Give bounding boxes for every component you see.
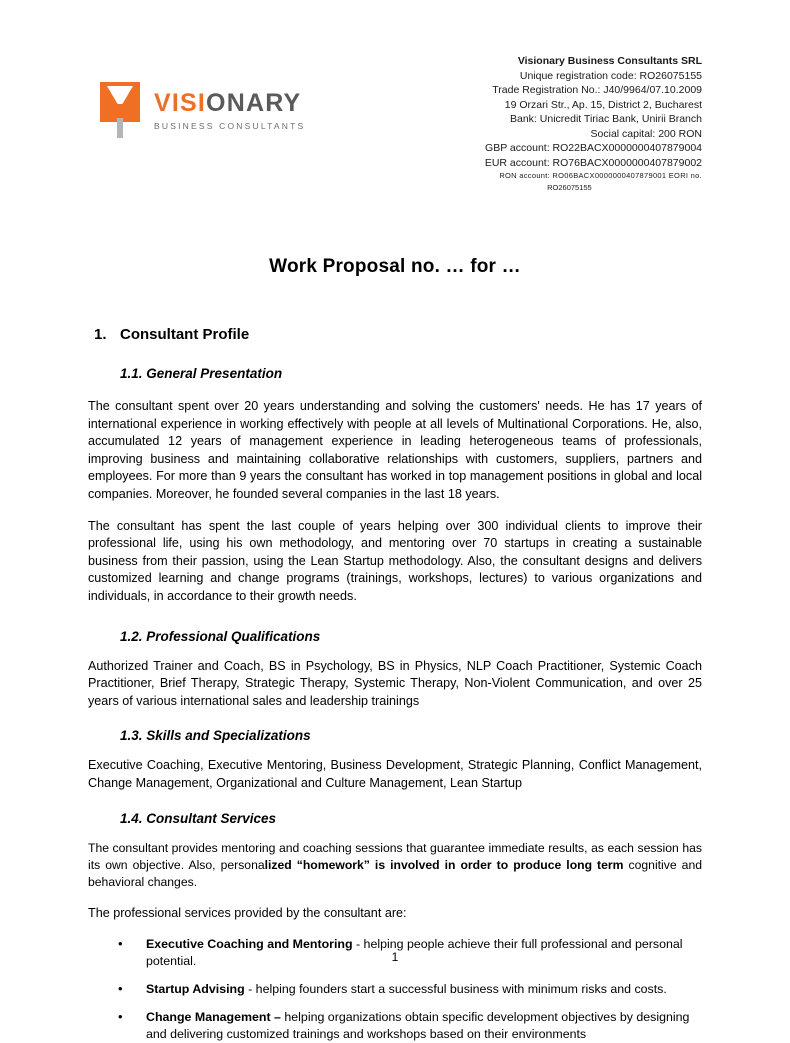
document-header bbox=[88, 54, 702, 204]
company-bank: Bank: Unicredit Tiriac Bank, Unirii Branch bbox=[510, 113, 702, 125]
company-logo bbox=[98, 82, 305, 140]
page-title: Work Proposal no. … for … bbox=[269, 256, 521, 277]
subsection-1-3-paragraph: Executive Coaching, Executive Mentoring, Business Development, Strategic Planning, Conflict Management, Change Management, Organizational and Culture Management, Lean Startup bbox=[88, 758, 702, 790]
company-trade-registration: Trade Registration No.: J40/9964/07.10.2009 bbox=[492, 84, 702, 96]
company-ron-account: RON account: RO06BACX0000000407879001 EORI no. bbox=[499, 171, 702, 180]
logo-brand-name bbox=[154, 91, 305, 116]
list-item bbox=[118, 1009, 702, 1043]
page-number: 1 bbox=[391, 950, 399, 964]
visionary-logo-icon bbox=[98, 82, 144, 140]
service-name: Executive Coaching and Mentoring bbox=[146, 937, 353, 952]
subsection-1-3-heading: 1.3. Skills and Specializations bbox=[120, 728, 311, 744]
service-description: - helping founders start a successful business with minimum risks and costs. bbox=[244, 982, 667, 997]
section-1-title: Consultant Profile bbox=[120, 326, 250, 343]
service-name: Startup Advising bbox=[146, 982, 245, 997]
subsection-1-2-paragraph: Authorized Trainer and Coach, BS in Psychology, BS in Physics, NLP Coach Practitioner, Systemic Coach Practitioner, Brief Therapy, Strategic Therapy, Systemic Therapy, Non-Violent Communication, and over 25 years of various international sales and leadership trainings bbox=[88, 658, 702, 708]
company-social-capital: Social capital: 200 RON bbox=[590, 127, 702, 140]
logo-subtitle: BUSINESS CONSULTANTS bbox=[154, 121, 306, 131]
subsection-1-2-heading: 1.2. Professional Qualifications bbox=[120, 628, 321, 644]
subsection-1-4-paragraph-2: The professional services provided by the consultant are: bbox=[88, 905, 407, 920]
services-intro-emphasis: lized “homework” is involved in order to produce long term bbox=[264, 857, 624, 872]
services-intro-part1: The consultant provides mentoring and coaching sessions that guarantee immediate results, as each session has its own objective. Also, persona bbox=[88, 840, 702, 872]
service-description: helping organizations obtain specific development objectives by designing and delivering customized trainings and workshops based on their environments bbox=[146, 1010, 690, 1042]
logo-wordmark bbox=[154, 91, 305, 131]
company-gbp-account: GBP account: RO22BACX0000000407879004 bbox=[485, 142, 702, 154]
section-1-number: 1. bbox=[94, 326, 107, 343]
list-item bbox=[118, 981, 702, 998]
company-registration: Unique registration code: RO26075155 bbox=[519, 69, 702, 82]
subsection-1-1-paragraph-1: The consultant spent over 20 years understanding and solving the customers' needs. He has 17 years of international experience in working effectively with people at all levels of Multinational Corporations. He, also, accumulated 12 years of management experience in leading heterogeneous teams of professionals, improving business and maintaining collaborative relationships with customers, suppliers, partners and employees. For more than 9 years the consultant has worked in top management positions in global and local companies. Moreover, he founded several companies in the last 18 years. bbox=[88, 399, 702, 501]
subsection-1-4-heading: 1.4. Consultant Services bbox=[120, 810, 277, 826]
company-details bbox=[485, 54, 702, 194]
company-address: 19 Orzari Str., Ap. 15, District 2, Bucharest bbox=[504, 98, 702, 111]
service-name: Change Management – bbox=[146, 1010, 281, 1025]
company-eur-account: EUR account: RO76BACX0000000407879002 bbox=[484, 156, 702, 169]
logo-brand-part1: VISI bbox=[154, 89, 207, 117]
services-intro-part3: cognitive and behavioral changes. bbox=[88, 857, 703, 889]
logo-brand-part2: ONARY bbox=[206, 89, 302, 117]
service-description: - helping people achieve their full professional and personal potential. bbox=[146, 937, 683, 969]
subsection-1-4-paragraph-1 bbox=[88, 840, 702, 891]
company-eori: RO26075155 bbox=[547, 183, 592, 192]
subsection-1-1-paragraph-2: The consultant has spent the last couple of years helping over 300 individual clients to improve their professional life, using his own methodology, and mentoring over 70 startups in creating a sustainable business from their passion, using the Lean Startup methodology. Also, the consultant designs and delivers customized learning and change programs (trainings, workshops, lectures) to various organizations and individuals, in accordance to their growth needs. bbox=[88, 518, 702, 603]
company-name: Visionary Business Consultants SRL bbox=[517, 55, 702, 67]
section-1-heading bbox=[88, 326, 702, 343]
subsection-1-1-heading: 1.1. General Presentation bbox=[120, 366, 283, 381]
